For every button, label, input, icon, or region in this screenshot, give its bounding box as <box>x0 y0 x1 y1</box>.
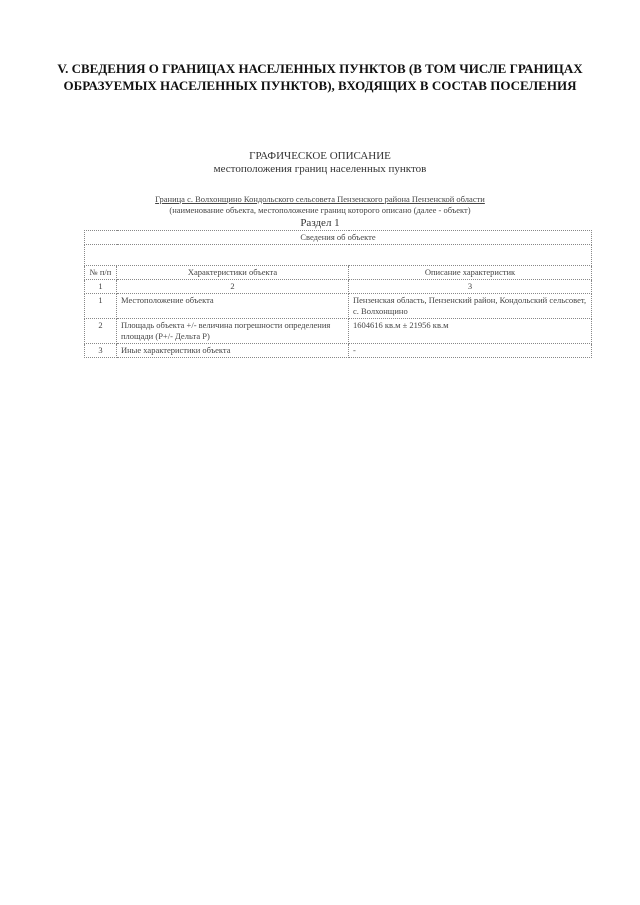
table-spacer <box>85 245 592 266</box>
section-title: Раздел 1 <box>300 217 340 229</box>
header-characteristic: Характеристики объекта <box>117 266 349 280</box>
graphic-description-subtitle: местоположения границ населенных пунктов <box>213 163 427 175</box>
row-description: - <box>349 344 592 358</box>
row-characteristic: Местоположение объекта <box>117 294 349 319</box>
graphic-description-block <box>110 150 530 176</box>
table-spacer-row <box>85 245 592 266</box>
table-row <box>85 294 592 319</box>
row-description: 1604616 кв.м ± 21956 кв.м <box>349 319 592 344</box>
object-name-note: (наименование объекта, местоположение границ которого описано (далее - объект) <box>169 205 471 215</box>
row-num: 3 <box>85 344 117 358</box>
object-info-table <box>84 230 592 358</box>
row-characteristic: Площадь объекта +/- величина погрешности определения площади (P+/- Дельта P) <box>117 319 349 344</box>
table-header-row <box>85 266 592 280</box>
row-characteristic: Иные характеристики объекта <box>117 344 349 358</box>
header-num: № п/п <box>85 266 117 280</box>
table-row <box>85 344 592 358</box>
header-description: Описание характеристик <box>349 266 592 280</box>
graphic-description-title: ГРАФИЧЕСКОЕ ОПИСАНИЕ <box>249 150 391 162</box>
heading-line-2: ОБРАЗУЕМЫХ НАСЕЛЕННЫХ ПУНКТОВ), ВХОДЯЩИХ В СОСТАВ ПОСЕЛЕНИЯ <box>63 78 577 93</box>
object-name: Граница с. Волхонщино Кондольского сельсовета Пензенского района Пензенской области <box>155 194 485 204</box>
numbering-cell: 2 <box>117 280 349 294</box>
row-num: 1 <box>85 294 117 319</box>
document-heading <box>40 60 600 94</box>
numbering-cell: 1 <box>85 280 117 294</box>
table-numbering-row <box>85 280 592 294</box>
object-name-block <box>110 194 530 216</box>
heading-line-1: V. СВЕДЕНИЯ О ГРАНИЦАХ НАСЕЛЕННЫХ ПУНКТОВ (В ТОМ ЧИСЛЕ ГРАНИЦАХ <box>57 61 583 76</box>
row-description: Пензенская область, Пензенский район, Кондольский сельсовет, с. Волхонщино <box>349 294 592 319</box>
table-caption: Сведения об объекте <box>85 231 592 245</box>
numbering-cell: 3 <box>349 280 592 294</box>
table-row <box>85 319 592 344</box>
table-caption-row <box>85 231 592 245</box>
row-num: 2 <box>85 319 117 344</box>
